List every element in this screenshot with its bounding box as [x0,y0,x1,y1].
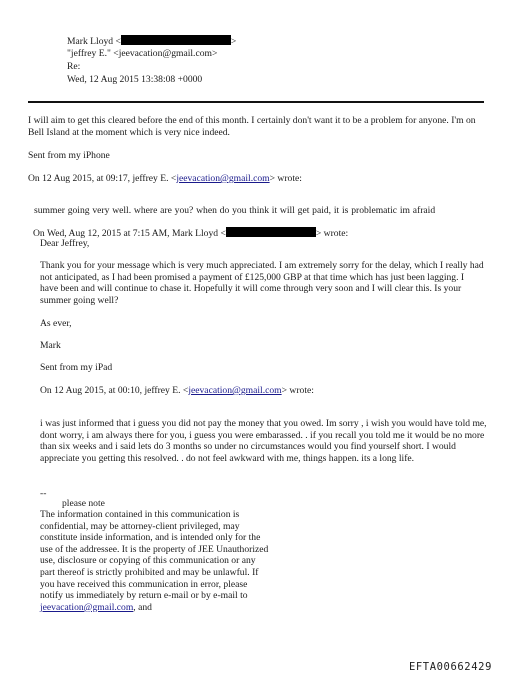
disclaimer-suffix: , and [133,601,152,613]
paragraph-2: Thank you for your message which is very much appreciated. I am extremely sorry for the delay, which I really had not anticipated, as I had been promised a payment of £125,000 GBP at that time which has just been lagging. I have been and will continue to chase it. Hopefully it will come through very soon and I will clear this. Is your summer going well? [40,260,484,306]
subject-value: Re: [67,61,81,72]
quote1-prefix: On 12 Aug 2015, at 09:17, jeffrey E. < [28,173,177,184]
quote2-suffix: > wrote: [315,228,349,239]
quote3-suffix: > wrote: [281,385,314,396]
from-value [67,35,236,48]
disclaimer-text: The information contained in this communication is confidential, may be attorney-client privileged, may constitute inside information, and is intended only for the use of the addressee. It is the property of JEE Unauthorized use, disclosure or copying of this communication or any part thereof is strictly prohibited and may be unlawful. If you have received this communication in error, please notify us immediately by return e-mail or by e-mail to [40,509,269,602]
header-divider [28,101,484,103]
email-link[interactable]: jeevacation@gmail.com [188,385,282,396]
sender-name: Mark [40,340,61,351]
reply-summer: summer going very well. where are you? when do you think it will get paid, it is problematic im afraid [34,205,436,216]
date-value: Wed, 12 Aug 2015 13:38:08 +0000 [67,74,203,85]
quote2-prefix: On Wed, Aug 12, 2015 at 7:15 AM, Mark Lloyd < [33,228,226,239]
signature-ipad: Sent from my iPad [40,362,113,373]
note-heading: please note [62,498,105,509]
disclaimer [40,509,272,613]
redaction-box [226,227,316,237]
from-name: Mark Lloyd < [67,36,121,47]
email-link[interactable]: jeevacation@gmail.com [176,173,270,184]
from-close: > [230,36,237,47]
email-link[interactable]: jeevacation@gmail.com [40,601,134,613]
greeting: Dear Jeffrey, [40,238,90,249]
separator: -- [40,488,47,499]
signature-iphone: Sent from my iPhone [28,150,110,161]
quote3-prefix: On 12 Aug 2015, at 00:10, jeffrey E. < [40,385,189,396]
paragraph-3: i was just informed that i guess you did not pay the money that you owed. Im sorry , i wish you would have told me, dont worry, i am always there for you, i guess you were embarassed. . if you recall you told me it would be no more than six weeks and i said lets do 3 months so under no circumstances would you find yourself short. I would appreciate you getting this resolved. . do not feel awkward with me, things happen. its a long life. [40,418,487,464]
quote-header-3 [40,385,314,397]
to-value: "jeffrey E." <jeevacation@gmail.com> [67,48,218,59]
quote1-suffix: > wrote: [269,173,302,184]
document-id: EFTA00662429 [408,661,492,673]
paragraph-1: I will aim to get this cleared before the end of this month. I certainly don't want it to be a problem for anyone. I'm on Bell Island at the moment which is very nice indeed. [28,115,476,138]
closing: As ever, [40,318,72,329]
quote-header-1 [28,173,302,185]
redaction-box [121,35,231,45]
